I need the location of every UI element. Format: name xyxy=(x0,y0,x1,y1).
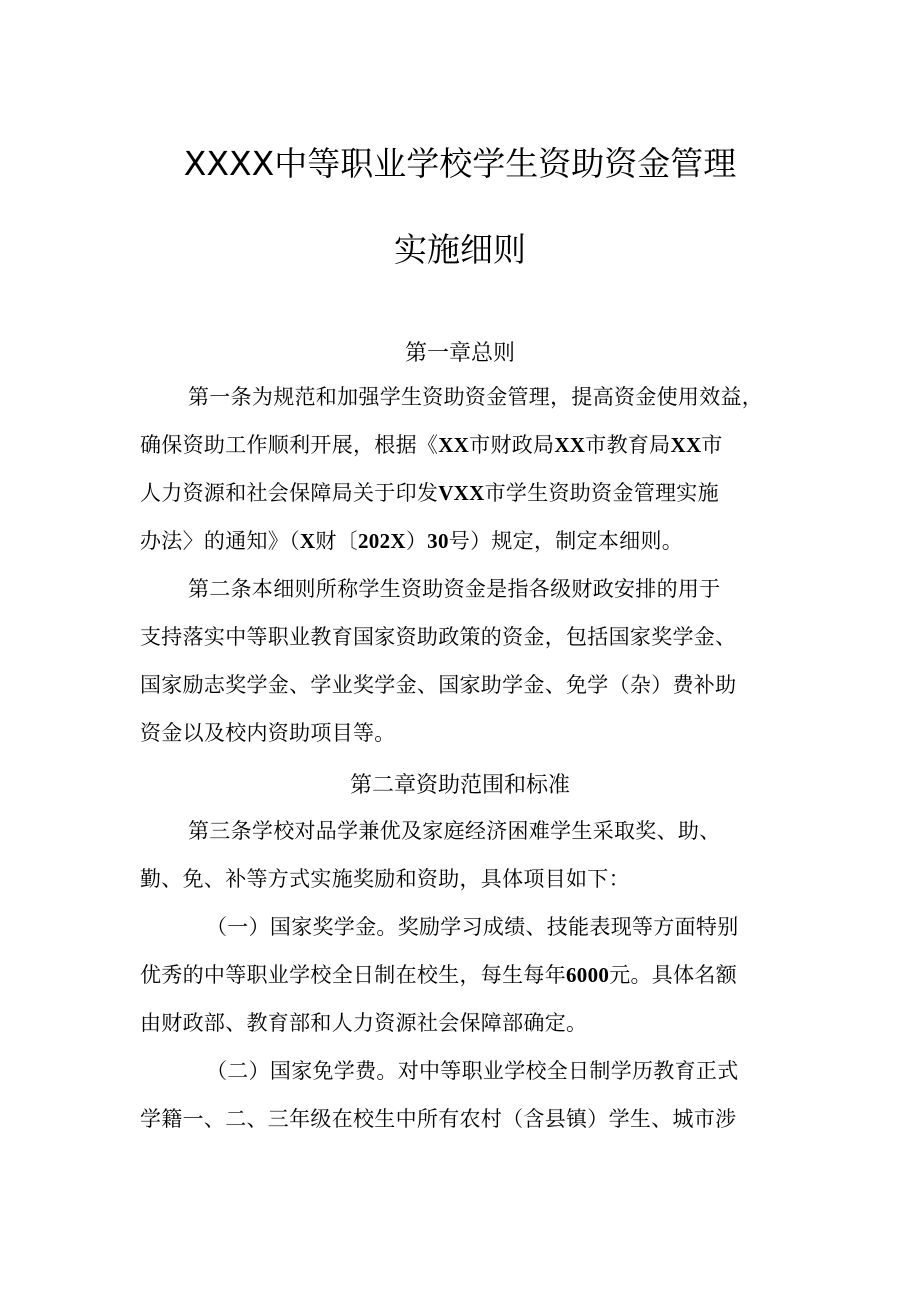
article1-line1: 第一条为规范和加强学生资助资金管理，提高资金使用效益， xyxy=(188,385,764,409)
article1-line2: 确保资助工作顺利开展，根据《XX市财政局XX市教育局XX市 xyxy=(140,433,723,457)
article1-line4: 办法〉的通知》（X财〔202X）30号）规定，制定本细则。 xyxy=(140,529,684,553)
item1-line2: 优秀的中等职业学校全日制在校生，每生每年6000元。具体名额 xyxy=(140,963,738,987)
document-title-line2: 实施细则 xyxy=(394,230,526,269)
article2-line4: 资金以及校内资助项目等。 xyxy=(140,721,396,745)
article3-line2: 勤、免、补等方式实施奖励和资助，具体项目如下： xyxy=(140,867,630,891)
article2-line2: 支持落实中等职业教育国家资助政策的资金，包括国家奖学金、 xyxy=(140,625,737,649)
article2-line1: 第二条本细则所称学生资助资金是指各级财政安排的用于 xyxy=(188,577,721,601)
document-title-line1: XXXX中等职业学校学生资助资金管理 xyxy=(183,144,737,183)
chapter-heading-2: 第二章资助范围和标准 xyxy=(349,773,570,798)
article2-line3: 国家励志奖学金、学业奖学金、国家助学金、免学（杂）费补助 xyxy=(140,673,737,697)
item2-line1: （二）国家免学费。对中等职业学校全日制学历教育正式 xyxy=(206,1059,739,1083)
item1-line1: （一）国家奖学金。奖励学习成绩、技能表现等方面特别 xyxy=(206,915,739,939)
article1-line3: 人力资源和社会保障局关于印发VXX市学生资助资金管理实施 xyxy=(140,481,719,505)
item2-line2: 学籍一、二、三年级在校生中所有农村（含县镇）学生、城市涉 xyxy=(140,1107,737,1131)
article3-line1: 第三条学校对品学兼优及家庭经济困难学生采取奖、助、 xyxy=(188,819,721,843)
chapter-heading-1: 第一章总则 xyxy=(404,341,515,366)
item1-line3: 由财政部、教育部和人力资源社会保障部确定。 xyxy=(140,1011,588,1035)
